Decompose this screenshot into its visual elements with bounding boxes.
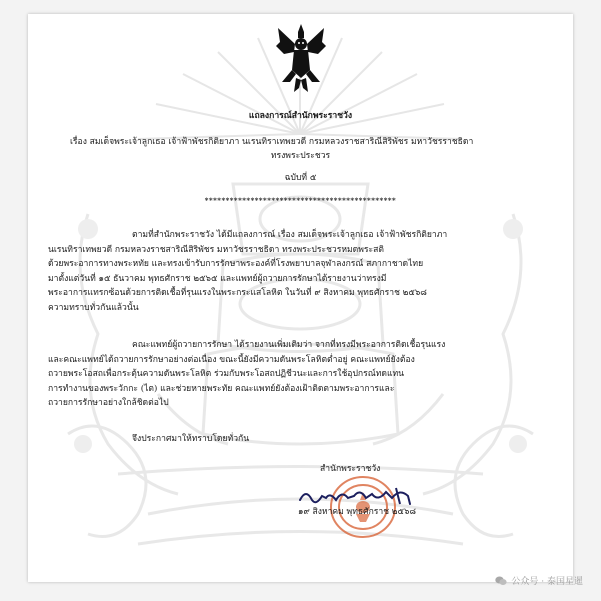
paragraph-1-line: ตามที่สำนักพระราชวัง ได้มีแถลงการณ์ เรื่อง สมเด็จพระเจ้าลูกเธอ เจ้าฟ้าพัชรกิติยาภา: [132, 230, 448, 240]
paragraph-1-line: ความทราบทั่วกันแล้วนั้น: [48, 302, 139, 313]
paragraph-2-line: ถวายพระโอสถเพื่อกระตุ้นความดันพระโลหิต ร่วมกับพระโอสถปฏิชีวนะและการใช้อุปกรณ์ทดแทน: [48, 369, 405, 379]
paragraph-2: [48, 338, 538, 411]
document-heading: แถลงการณ์สำนักพระราชวัง: [248, 111, 353, 121]
wechat-icon: [495, 576, 507, 586]
subject-line-2: ทรงพระประชวร: [270, 151, 331, 161]
paragraph-2-line: และคณะแพทย์ได้ถวายการรักษาอย่างต่อเนื่อง ขณะนี้ยังมีความดันพระโลหิตต่ำอยู่ คณะแพทย์ยังต้อง: [48, 354, 415, 365]
paragraph-1-line: นเรนทิราเทพยวดี กรมหลวงราชสาริณีสิริพัชร มหาวัชรราชธิดา ทรงพระประชวรหมดพระสติ: [48, 244, 384, 255]
garuda-emblem-icon: [276, 22, 326, 94]
issue-number: ฉบับที่ ๕: [284, 173, 317, 183]
paragraph-1: [48, 228, 538, 315]
document-sheet: [28, 14, 573, 582]
source-watermark-text: 公众号 · 泰国星暹: [511, 577, 583, 587]
paragraph-1-line: มาตั้งแต่วันที่ ๑๕ ธันวาคม พุทธศักราช ๒๕๖๕ และแพทย์ผู้ถวายการรักษาได้รายงานว่าทรงมี: [48, 273, 387, 284]
separator-stars: **********************************************: [204, 196, 397, 205]
paragraph-1-line: ด้วยพระอาการทางพระหทัย และทรงเข้ารับการรักษาพระองค์ที่โรงพยาบาลจุฬาลงกรณ์ สภากาชาดไทย: [48, 259, 424, 269]
issue-date: ๑๙ สิงหาคม พุทธศักราช ๒๕๖๘: [298, 507, 417, 517]
closing-statement: จึงประกาศมาให้ทราบโดยทั่วกัน: [132, 434, 250, 444]
paragraph-2-line: คณะแพทย์ผู้ถวายการรักษา ได้รายงานเพิ่มเติมว่า จากที่ทรงมีพระอาการติดเชื้อรุนแรง: [132, 340, 446, 350]
subject-line-1: เรื่อง สมเด็จพระเจ้าลูกเธอ เจ้าฟ้าพัชรกิติยาภา นเรนทิราเทพยวดี กรมหลวงราชสาริณีสิริพัชร มหาวัชรราชธิดา: [70, 137, 474, 147]
paragraph-2-line: ถวายการรักษาอย่างใกล้ชิดต่อไป: [48, 398, 169, 408]
paragraph-2-line: การทำงานของพระวักกะ (ไต) และช่วยหายพระทัย คณะแพทย์ยังต้องเฝ้าติดตามพระอาการและ: [48, 383, 395, 394]
source-watermark: [495, 574, 583, 587]
issuer-name: สำนักพระราชวัง: [320, 464, 381, 474]
paragraph-1-line: พระอาการแทรกซ้อนด้วยการติดเชื้อที่รุนแรงในพระกระแสโลหิต ในวันที่ ๙ สิงหาคม พุทธศักราช ๒๕๖๘: [48, 288, 427, 298]
